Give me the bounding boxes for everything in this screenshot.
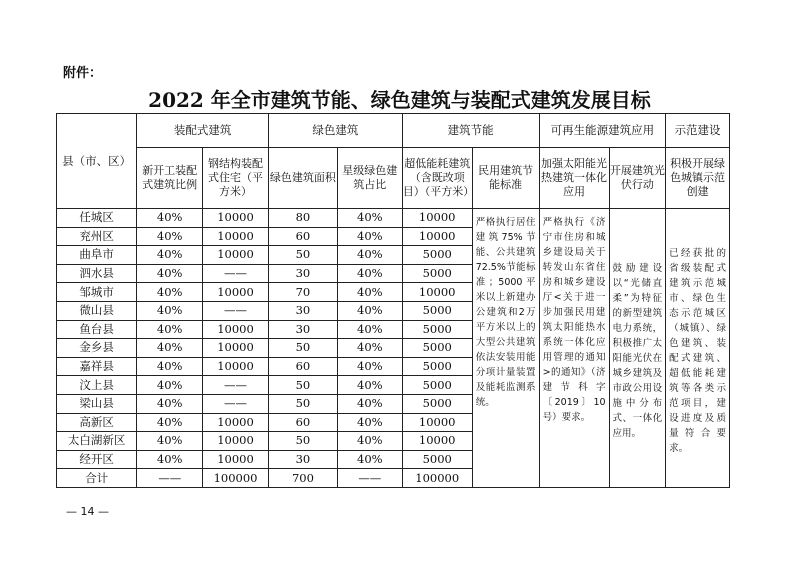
demo-note-text: 已经获批的省级装配式建筑示范城市、绿色生态示范城区（城镇）、绿色建筑、装配式建筑、超低能耗建筑等各类示范项目，建设进度及质量符合要求。	[669, 247, 726, 454]
prefab-ratio-cell: 40%	[137, 301, 203, 320]
steel-housing-cell: 100000	[203, 469, 269, 488]
green-area-cell: 60	[268, 413, 337, 432]
green-area-cell: 50	[268, 246, 337, 265]
group-header-green: 绿色建筑	[268, 114, 402, 148]
steel-housing-cell: 10000	[203, 450, 269, 469]
county-cell: 泗水县	[57, 264, 137, 283]
steel-housing-cell: 10000	[203, 320, 269, 339]
attachment-label: 附件：	[63, 66, 103, 81]
green-area-cell: 700	[268, 469, 337, 488]
county-cell: 邹城市	[57, 283, 137, 302]
ultra-low-cell: 5000	[402, 357, 472, 376]
prefab-ratio-cell: 40%	[137, 246, 203, 265]
star-ratio-cell: 40%	[337, 432, 402, 451]
county-cell: 兖州区	[57, 227, 137, 246]
star-ratio-cell: 40%	[337, 413, 402, 432]
group-header-demo: 示范建设	[666, 114, 730, 148]
column-header: 星级绿色建筑占比	[337, 148, 402, 209]
prefab-ratio-cell: 40%	[137, 320, 203, 339]
prefab-ratio-cell: 40%	[137, 394, 203, 413]
header-row-columns	[57, 148, 730, 209]
steel-housing-cell: 10000	[203, 209, 269, 228]
county-cell: 梁山县	[57, 394, 137, 413]
ultra-low-cell: 5000	[402, 246, 472, 265]
steel-housing-cell: 10000	[203, 432, 269, 451]
column-header: 民用建筑节能标准	[472, 148, 539, 209]
green-area-cell: 30	[268, 320, 337, 339]
steel-housing-cell: 10000	[203, 357, 269, 376]
steel-housing-cell: 10000	[203, 227, 269, 246]
prefab-ratio-cell: 40%	[137, 450, 203, 469]
star-ratio-cell: 40%	[337, 227, 402, 246]
star-ratio-cell: 40%	[337, 450, 402, 469]
energy-standard-note-text: 严格执行居住建筑75%节能、公共建筑72.5%节能标准；5000平米以上新建办公建筑和2万平方米以上的大型公共建筑依法安装用能分项计量装置及能耗监测系统。	[475, 217, 536, 408]
targets-table	[56, 113, 730, 488]
column-header: 加强太阳能光热建筑一体化应用	[539, 148, 609, 209]
steel-housing-cell: 10000	[203, 413, 269, 432]
page-title: 2022 年全市建筑节能、绿色建筑与装配式建筑发展目标	[148, 88, 651, 112]
star-ratio-cell: 40%	[337, 394, 402, 413]
column-header: 新开工装配式建筑比例	[137, 148, 203, 209]
county-cell: 太白湖新区	[57, 432, 137, 451]
table-body	[57, 209, 730, 488]
star-ratio-cell: 40%	[337, 357, 402, 376]
county-cell: 微山县	[57, 301, 137, 320]
ultra-low-cell: 10000	[402, 227, 472, 246]
star-ratio-cell: 40%	[337, 264, 402, 283]
prefab-ratio-cell: 40%	[137, 432, 203, 451]
ultra-low-cell: 10000	[402, 283, 472, 302]
star-ratio-cell: 40%	[337, 283, 402, 302]
green-area-cell: 70	[268, 283, 337, 302]
green-area-cell: 50	[268, 376, 337, 395]
green-area-cell: 30	[268, 264, 337, 283]
prefab-ratio-cell: 40%	[137, 413, 203, 432]
green-area-cell: 60	[268, 357, 337, 376]
prefab-ratio-cell: 40%	[137, 209, 203, 228]
county-cell: 经开区	[57, 450, 137, 469]
solar-thermal-note-text: 严格执行《济宁市住房和城乡建设局关于转发山东省住房和城乡建设厅<关于进一步加强民用建筑太阳能热水系统一体化应用管理的通知>的通知》（济建节科字〔2019〕10号）要求。	[542, 217, 606, 423]
group-header-energy: 建筑节能	[402, 114, 539, 148]
ultra-low-cell: 5000	[402, 264, 472, 283]
green-area-cell: 80	[268, 209, 337, 228]
star-ratio-cell: 40%	[337, 339, 402, 358]
column-header: 开展建筑光伏行动	[609, 148, 666, 209]
green-area-cell: 50	[268, 432, 337, 451]
green-area-cell: 30	[268, 301, 337, 320]
county-cell: 合计	[57, 469, 137, 488]
header-row-groups	[57, 114, 730, 148]
star-ratio-cell: 40%	[337, 246, 402, 265]
county-header: 县（市、区）	[57, 114, 137, 209]
county-cell: 汶上县	[57, 376, 137, 395]
energy-standard-note	[472, 209, 539, 488]
green-area-cell: 60	[268, 227, 337, 246]
ultra-low-cell: 5000	[402, 394, 472, 413]
county-cell: 鱼台县	[57, 320, 137, 339]
steel-housing-cell: ——	[203, 394, 269, 413]
county-cell: 任城区	[57, 209, 137, 228]
star-ratio-cell: 40%	[337, 209, 402, 228]
pv-action-note	[609, 209, 666, 488]
ultra-low-cell: 10000	[402, 209, 472, 228]
column-header: 超低能耗建筑（含既改项目）（平方米）	[402, 148, 472, 209]
steel-housing-cell: 10000	[203, 246, 269, 265]
prefab-ratio-cell: 40%	[137, 357, 203, 376]
prefab-ratio-cell: 40%	[137, 283, 203, 302]
steel-housing-cell: ——	[203, 376, 269, 395]
county-cell: 金乡县	[57, 339, 137, 358]
green-area-cell: 50	[268, 339, 337, 358]
ultra-low-cell: 5000	[402, 376, 472, 395]
page-number: — 14 —	[66, 505, 109, 518]
star-ratio-cell: 40%	[337, 376, 402, 395]
ultra-low-cell: 10000	[402, 432, 472, 451]
ultra-low-cell: 100000	[402, 469, 472, 488]
prefab-ratio-cell: 40%	[137, 264, 203, 283]
ultra-low-cell: 5000	[402, 320, 472, 339]
pv-action-note-text: 鼓励建设以“光储直柔”为特征的新型建筑电力系统，积极推广太阳能光伏在城乡建筑及市政公用设施中分布式、一体化应用。	[612, 262, 663, 439]
county-cell: 曲阜市	[57, 246, 137, 265]
steel-housing-cell: 10000	[203, 339, 269, 358]
prefab-ratio-cell: 40%	[137, 376, 203, 395]
ultra-low-cell: 5000	[402, 339, 472, 358]
column-header: 钢结构装配式住宅（平方米）	[203, 148, 269, 209]
star-ratio-cell: 40%	[337, 320, 402, 339]
ultra-low-cell: 5000	[402, 450, 472, 469]
solar-thermal-note	[539, 209, 609, 488]
prefab-ratio-cell: ——	[137, 469, 203, 488]
prefab-ratio-cell: 40%	[137, 227, 203, 246]
steel-housing-cell: ——	[203, 264, 269, 283]
group-header-prefab: 装配式建筑	[137, 114, 269, 148]
group-header-renewable: 可再生能源建筑应用	[539, 114, 666, 148]
column-header: 绿色建筑面积	[268, 148, 337, 209]
ultra-low-cell: 5000	[402, 301, 472, 320]
steel-housing-cell: ——	[203, 301, 269, 320]
county-cell: 高新区	[57, 413, 137, 432]
star-ratio-cell: 40%	[337, 301, 402, 320]
prefab-ratio-cell: 40%	[137, 339, 203, 358]
column-header: 积极开展绿色城镇示范创建	[666, 148, 730, 209]
green-area-cell: 30	[268, 450, 337, 469]
steel-housing-cell: 10000	[203, 283, 269, 302]
star-ratio-cell: ——	[337, 469, 402, 488]
demo-note	[666, 209, 730, 488]
table-row	[57, 209, 730, 228]
ultra-low-cell: 10000	[402, 413, 472, 432]
green-area-cell: 50	[268, 394, 337, 413]
county-cell: 嘉祥县	[57, 357, 137, 376]
